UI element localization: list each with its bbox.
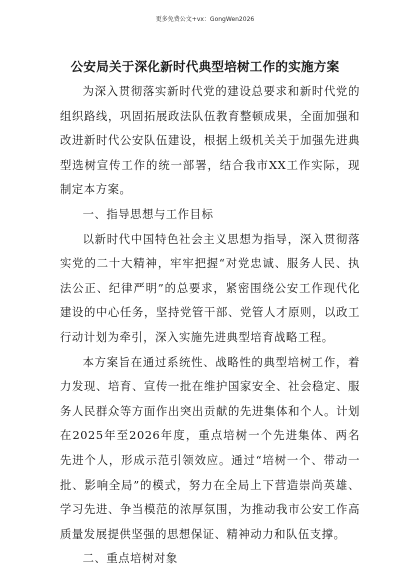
- section1-paragraph-1: 以新时代中国特色社会主义思想为指导，深入贯彻落实党的二十大精神，牢牢把握“对党忠诚、服务人民、执法公正、纪律严明”的总要求，紧密围绕公安工作现代化建设的中心任务，坚持党管干部、党管人才原则，以政工行动计划为牵引，深入实施先进典型培育战略工程。: [60, 232, 360, 344]
- intro-paragraph: 为深入贯彻落实新时代党的建设总要求和新时代党的组织路线，巩固拓展政法队伍教育整顿成果，全面加强和改进新时代公安队伍建设，根据上级机关关于加强先进典型选树宣传工作的统一部署，结合我市XX工作实际，现制定本方案。: [60, 85, 360, 197]
- section1-paragraph-2: 本方案旨在通过系统性、战略性的典型培树工作，着力发现、培育、宣传一批在维护国家安全、社会稳定、服务人民群众等方面作出突出贡献的先进集体和个人。计划在2025年至2026年度，重点培树一个先进集体、两名先进个人，形成示范引领效应。通过“培树一个、带动一批、影响全局”的模式，努力在全局上下营造崇尚英雄、学习先进、争当模范的浓厚氛围，为推动我市公安工作高质量发展提供坚强的思想保证、精神动力和队伍支撑。: [60, 355, 360, 541]
- document-body: [60, 80, 360, 572]
- section-heading-2: 二、重点培树对象: [82, 552, 178, 566]
- document-title: 公安局关于深化新时代典型培树工作的实施方案: [70, 59, 340, 74]
- header-note: 更多免费公文+vx：GongWen2026: [155, 16, 255, 23]
- section-heading-1: 一、指导思想与工作目标: [82, 207, 214, 221]
